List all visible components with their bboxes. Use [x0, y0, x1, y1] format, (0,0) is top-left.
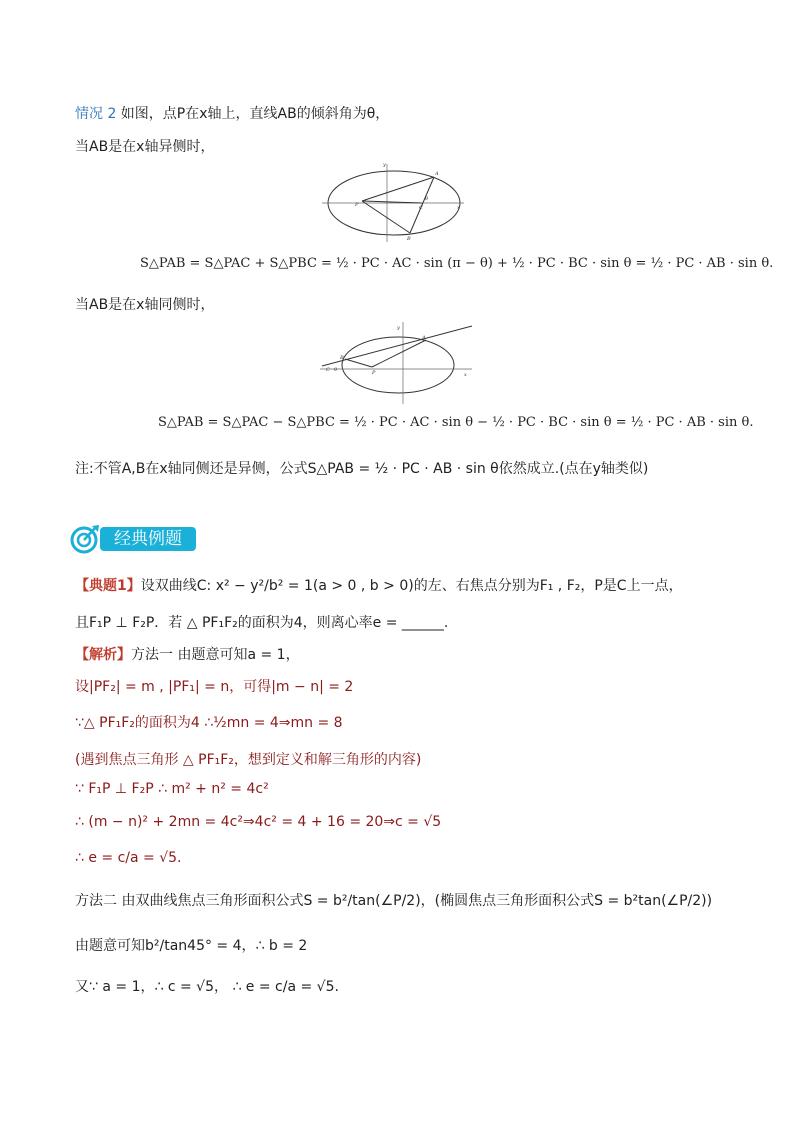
- solution-step6: ∴ e = c/a = √5.: [75, 850, 182, 866]
- banner-title: 经典例题: [100, 527, 196, 551]
- label-a: A: [422, 335, 426, 341]
- label-b: B: [340, 355, 344, 361]
- label-theta: θ: [425, 196, 429, 202]
- label-x: x: [457, 205, 460, 211]
- example-line2: 且F₁P ⊥ F₂P．若 △ PF₁F₂的面积为4，则离心率e = ______.: [75, 615, 449, 631]
- solution-step7: 由题意可知b²/tan45° = 4，∴ b = 2: [75, 938, 308, 954]
- solution-step1: 设|PF₂| = m , |PF₁| = n，可得|m − n| = 2: [75, 679, 354, 695]
- example-text1: 设双曲线C: x² − y²/b² = 1(a > 0 , b > 0)的左、右焦点分别为F₁ , F₂，P是C上一点，: [140, 578, 683, 594]
- solution-line: [75, 644, 300, 664]
- segment-pb: [345, 359, 372, 367]
- figure-opposite-sides: [322, 160, 472, 242]
- solution-step8: 又∵ a = 1，∴ c = √5， ∴ e = c/a = √5.: [75, 979, 339, 995]
- formula-opposite: S△PAB = S△PAC + S△PBC = ½ · PC · AC · sin (π − θ) + ½ · PC · BC · sin θ = ½ · PC · AB · sin θ.: [140, 256, 774, 271]
- line-ab: [322, 326, 472, 366]
- case2-text: 如图，点P在x轴上，直线AB的倾斜角为θ，: [116, 106, 390, 122]
- label-p: P: [372, 370, 376, 376]
- example-line1: [75, 575, 683, 595]
- formula-same: S△PAB = S△PAC − S△PBC = ½ · PC · AC · sin θ − ½ · PC · BC · sin θ = ½ · PC · AB · sin θ.: [158, 415, 754, 430]
- solution-step2: ∵△ PF₁F₂的面积为4 ∴½mn = 4⇒mn = 8: [75, 715, 343, 731]
- case2-line: [75, 103, 389, 123]
- note-text: 注:不管A,B在x轴同侧还是异侧，公式S△PAB = ½ · PC · AB · sin θ依然成立.(点在y轴类似): [75, 461, 649, 477]
- segment-pa: [362, 177, 434, 201]
- label-c: C: [419, 205, 423, 211]
- segment-pb: [362, 201, 410, 233]
- solution-step5: ∴ (m − n)² + 2mn = 4c²⇒4c² = 4 + 16 = 20⇒c = √5: [75, 814, 442, 830]
- label-a: A: [435, 171, 439, 177]
- opposite-side-text: 当AB是在x轴异侧时，: [75, 139, 215, 155]
- label-p: P: [355, 202, 359, 208]
- target-arrow-icon: [68, 522, 102, 556]
- solution-step3: (遇到焦点三角形 △ PF₁F₂，想到定义和解三角形的内容): [75, 752, 422, 768]
- label-theta: θ: [334, 367, 338, 373]
- label-y: y: [383, 162, 386, 168]
- method2-text: 方法二 由双曲线焦点三角形面积公式S = b²/tan(∠P/2)，(椭圆焦点三角形面积公式S = b²tan(∠P/2)): [75, 893, 713, 909]
- label-b: B: [407, 236, 411, 242]
- label-c: C: [326, 367, 330, 373]
- label-x: x: [464, 372, 467, 378]
- same-side-text: 当AB是在x轴同侧时，: [75, 297, 215, 313]
- solution-step4: ∵ F₁P ⊥ F₂P ∴ m² + n² = 4c²: [75, 781, 269, 797]
- solution-tag: 【解析】: [75, 647, 131, 663]
- label-y: y: [397, 325, 400, 331]
- section-banner: [68, 522, 198, 556]
- segment-pa: [372, 340, 426, 367]
- example-tag: 【典题1】: [75, 578, 141, 594]
- method1-text: 方法一 由题意可知a = 1，: [131, 647, 300, 663]
- figure-same-side: [318, 318, 478, 404]
- case2-label: 情况 2: [75, 106, 117, 122]
